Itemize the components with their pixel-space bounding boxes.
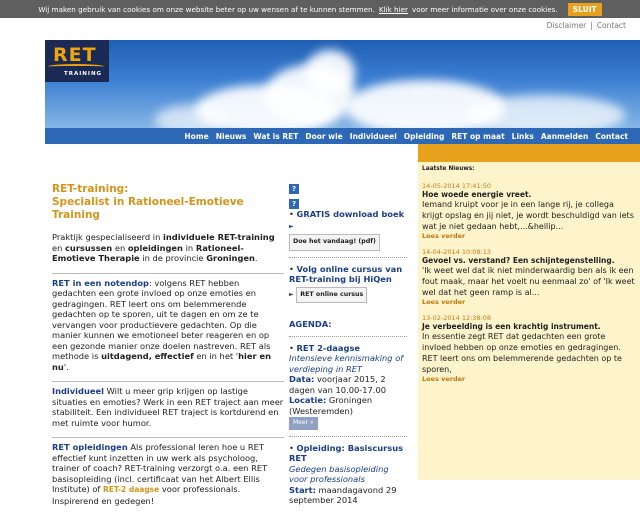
news-text: Iemand kruipt voor je in een lange rij, je collega krijgt opslag en jij niet, je wordt beschuldigd van iets wat je niet gedaan hebt,...&hellip...	[422, 200, 634, 231]
logo-subtext: TRAINING	[64, 71, 103, 77]
news-header: Laatste Nieuws:	[422, 166, 475, 172]
event-title[interactable]: RET 2-daagse	[296, 342, 361, 353]
individueel-paragraph: Individueel Wilt u meer grip krijgen op lastige situaties en emoties? Werk in een RET traject aan meer stabiliteit. Een individueel RET traject is kortdurend en met ruimte voor humor.	[52, 386, 284, 428]
nav-contact[interactable]: Contact	[595, 131, 628, 141]
logo-text: RET	[53, 44, 97, 66]
agenda-heading: AGENDA:	[289, 319, 332, 329]
news-item	[422, 314, 636, 383]
divider	[289, 436, 407, 437]
opleidingen-paragraph: RET opleidingen Als professional leren hoe u RET effectief kunt inzetten in uw werk als psycholoog, trainer of coach? RET-training verzorgt o.a. een RET basisopleiding (incl. certificaat van het Albert Ellis Institute) of RET-2 daagse voor professionals. Inspirerend en gedegen!	[52, 442, 268, 506]
news-text: 'Ik weet wel dat ik niet minderwaardig ben als ik een fout maak, maar het voelt nu eenmaal zo' of 'Ik weet wel dat het geen ramp is al...	[422, 266, 635, 297]
bullet: •	[289, 342, 294, 353]
event-title[interactable]: Opleiding: Basiscursus RET	[289, 442, 404, 463]
news-title[interactable]: Hoe woede energie vreet.	[422, 190, 532, 199]
news-title[interactable]: Je verbeelding is een krachtig instrument.	[422, 322, 601, 331]
intro-paragraph: Praktijk gespecialiseerd in individuele RET-training en cursussen en opleidingen in Rationeel-Emotieve Therapie in de provincie Groningen.	[52, 232, 275, 263]
cookie-text-rest: voor meer informatie over onze cookies.	[412, 4, 558, 14]
divider	[52, 273, 284, 274]
news-date: 14-05-2014 17:41:50	[422, 182, 492, 190]
middle-column	[289, 183, 407, 506]
online-course-link[interactable]: Volg online cursus van RET-training bij HiQen	[289, 263, 403, 284]
news-sidebar	[418, 162, 640, 480]
page-title	[52, 183, 284, 222]
cookie-text: Wij maken gebruik van cookies om onze website beter op uw wensen af te kunnen stemmen.	[38, 4, 375, 14]
agenda-item: • RET 2-daagse Intensieve kennismaking of verdieping in RET Data: voorjaar 2015, 2 dagen van 10.00-17.00 Locatie: Groningen (Westeremden) Meer »	[289, 343, 407, 430]
news-text: In essentie zegt RET dat gedachten een grote invloed hebben op onze emoties en gedragingen. RET leert ons om belemmerende gedachten op te sporen,	[422, 332, 622, 374]
download-block	[289, 198, 407, 251]
ret-2daagse-link[interactable]: RET-2 daagse	[102, 485, 160, 494]
nav-home[interactable]: Home	[184, 131, 209, 141]
bullet: •	[289, 442, 294, 453]
online-course-block	[289, 264, 407, 304]
news-date: 13-02-2014 12:38:08	[422, 314, 492, 322]
nav-opleiding[interactable]: Opleiding	[403, 131, 445, 141]
cookie-close-button[interactable]: SLUIT	[568, 3, 602, 16]
intro-keyword-individual: individuele RET-training	[163, 232, 275, 242]
logo-swoosh	[48, 64, 104, 69]
main-content	[52, 183, 284, 515]
top-links	[545, 21, 628, 30]
cookie-info-link[interactable]: Klik hier	[378, 4, 408, 14]
notendop-link[interactable]: RET in een notendop	[52, 277, 149, 288]
nav-wat-is-ret[interactable]: Wat is RET	[253, 131, 299, 141]
notendop-paragraph: RET in een notendop: volgens RET hebben gedachten een grote invloed op onze emoties en gedragingen. RET leert ons om belemmerende gedachten op te sporen, uit te dagen en om ze te vervangen voor productievere gedachten. Op die manier kunnen we emotioneel beter reageren en op een gezonde manier onze doelen nastreven. RET als methode is uitdagend, effectief en in het 'hier en nu'.	[52, 277, 271, 372]
more-button[interactable]: Meer »	[289, 417, 318, 430]
gratis-download-link[interactable]: GRATIS download boek	[296, 209, 405, 219]
news-date: 14-04-2014 10:08:13	[422, 248, 492, 256]
help-icon[interactable]: ?	[289, 199, 299, 209]
divider	[52, 437, 284, 438]
cookie-bar	[0, 0, 640, 18]
read-more-link[interactable]: Lees verder	[422, 298, 466, 306]
news-item	[422, 248, 636, 306]
read-more-link[interactable]: Lees verder	[422, 232, 466, 240]
divider	[52, 381, 284, 382]
online-course-button[interactable]: RET online cursus	[296, 287, 367, 304]
individueel-link[interactable]: Individueel	[52, 386, 104, 396]
read-more-link[interactable]: Lees verder	[422, 375, 466, 383]
event-description: Intensieve kennismaking of verdieping in RET	[289, 353, 404, 374]
nav-aanmelden[interactable]: Aanmelden	[540, 131, 589, 141]
title-line-2: Specialist in Rationeel-Emotieve Training	[52, 196, 244, 221]
nav-individueel[interactable]: Individueel	[349, 131, 397, 141]
main-nav	[45, 128, 640, 144]
divider	[289, 336, 407, 337]
news-title[interactable]: Gevoel vs. verstand? Een schijntegenstelling.	[422, 256, 615, 265]
nav-ret-op-maat[interactable]: RET op maat	[451, 131, 505, 141]
help-icon[interactable]: ?	[289, 184, 299, 194]
nav-door-wie[interactable]: Door wie	[305, 131, 343, 141]
agenda-item: • Opleiding: Basiscursus RET Gedegen basisopleiding voor professionals Start: maandagavond 29 september 2014	[289, 442, 404, 505]
arrow-right-icon: ►	[289, 222, 294, 230]
ret-training-logo[interactable]	[45, 40, 109, 82]
top-links-separator: |	[590, 21, 593, 30]
event-description: Gedegen basisopleiding voor professionals	[289, 463, 389, 484]
download-pdf-button[interactable]: Doe het vandaag! (pdf)	[289, 234, 380, 251]
nav-links[interactable]: Links	[511, 131, 534, 141]
nav-nieuws[interactable]: Nieuws	[215, 131, 247, 141]
bullet: •	[289, 209, 294, 219]
news-item	[422, 182, 636, 240]
contact-link[interactable]: Contact	[596, 21, 626, 30]
bullet: •	[289, 263, 294, 274]
sidebar-header-bar	[418, 144, 640, 162]
opleidingen-link[interactable]: RET opleidingen	[52, 442, 128, 452]
title-line-1: RET-training:	[52, 183, 129, 195]
divider	[289, 257, 407, 258]
header-banner	[45, 40, 640, 128]
arrow-right-icon: ►	[289, 290, 294, 298]
disclaimer-link[interactable]: Disclaimer	[546, 21, 587, 30]
